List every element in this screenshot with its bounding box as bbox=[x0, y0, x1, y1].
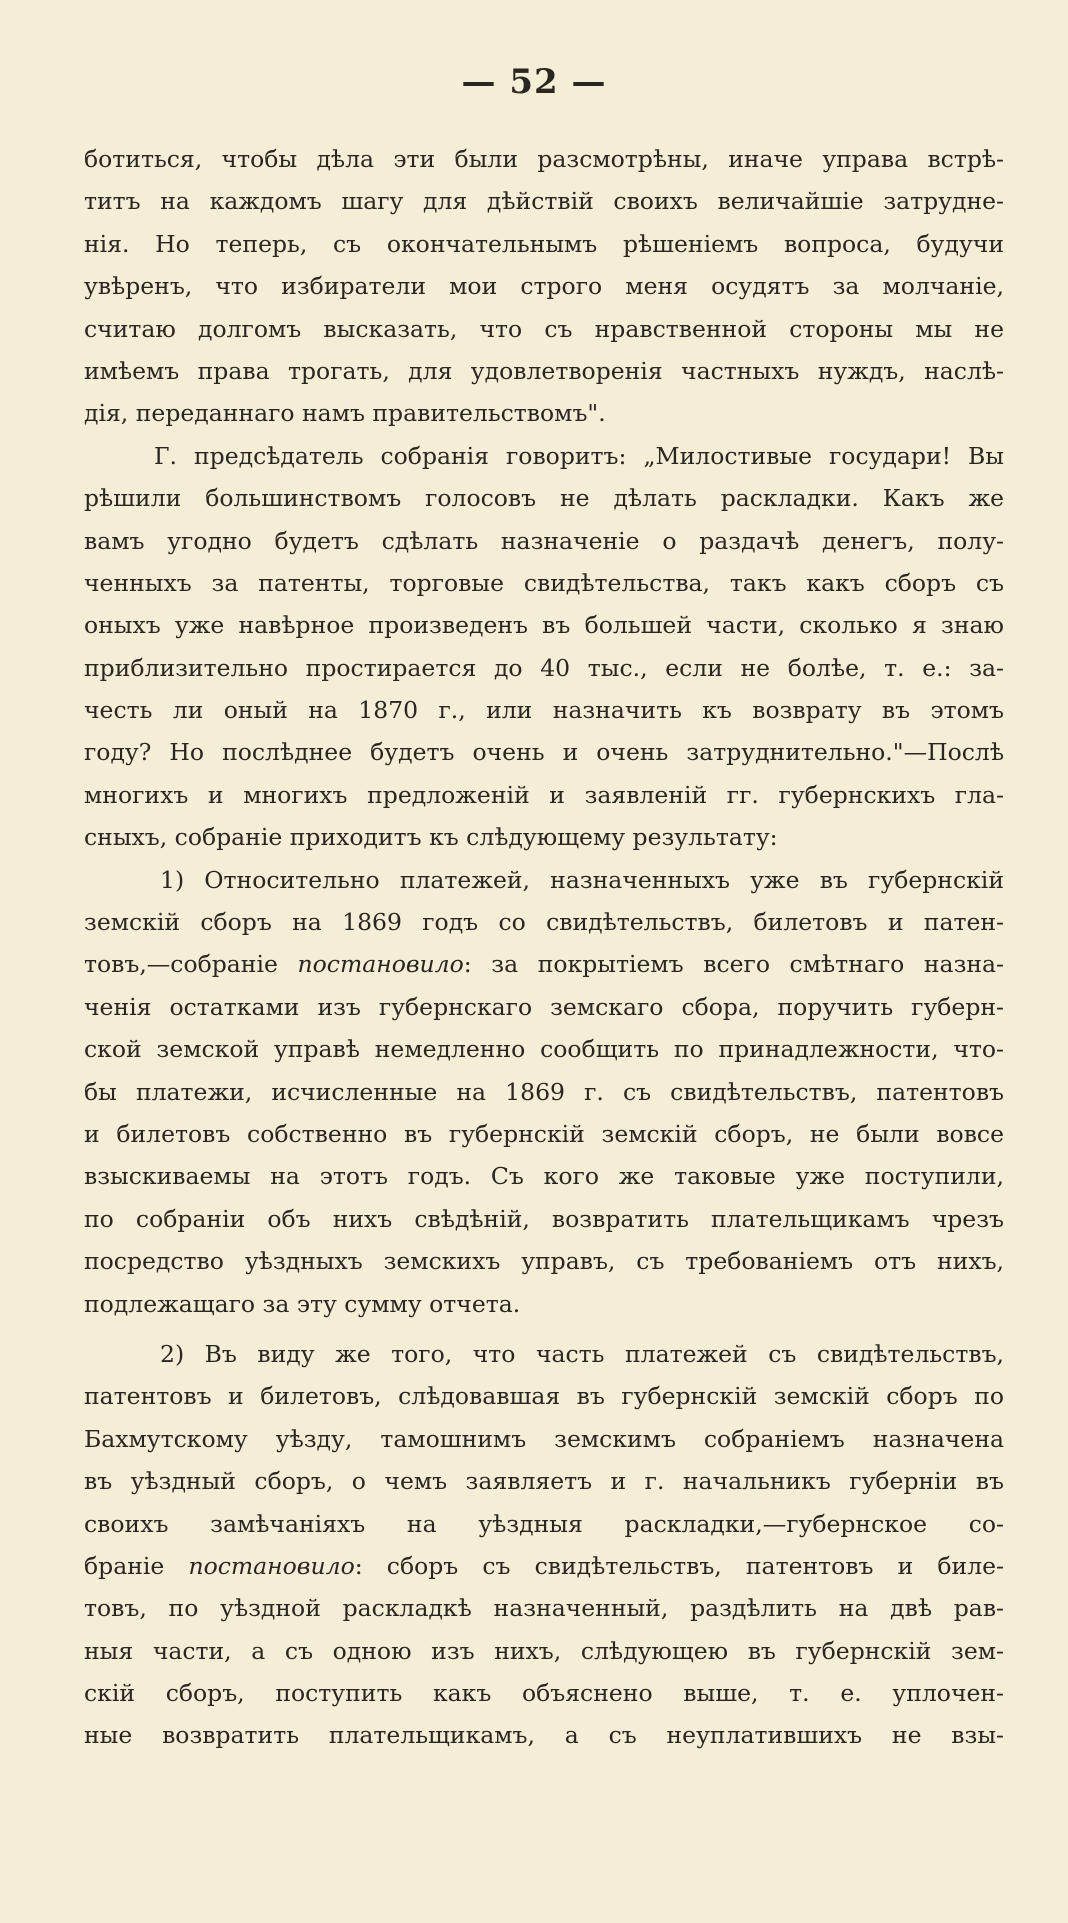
text-line: ныя части, а съ одною изъ нихъ, слѣдующею въ губернскій зем- bbox=[84, 1636, 1004, 1665]
text-fragment: : сборъ съ свидѣтельствъ, патентовъ и биле- bbox=[354, 1551, 1004, 1580]
text-line-with-italic bbox=[84, 943, 1004, 985]
text-line: ботиться, чтобы дѣла эти были разсмотрѣны, иначе управа встрѣ- bbox=[84, 145, 1004, 173]
paragraph-resolution-2 bbox=[84, 1333, 1004, 1757]
text-line: честь ли оный на 1870 г., или назначить къ возврату въ этомъ bbox=[84, 696, 1004, 725]
text-line: 2) Въ виду же того, что часть платежей съ свидѣтельствъ, bbox=[160, 1339, 1004, 1368]
italic-term: постановило bbox=[188, 1551, 355, 1580]
text-line: ченія остатками изъ губернскаго земскаго сбора, поручить губерн- bbox=[84, 992, 1004, 1021]
text-fragment: браніе bbox=[84, 1551, 189, 1580]
text-line: бы платежи, исчисленные на 1869 г. съ свидѣтельствъ, патентовъ bbox=[84, 1077, 1004, 1106]
text-line: сныхъ, собраніе приходитъ къ слѣдующему результату: bbox=[84, 823, 778, 852]
paragraph-resolution-1 bbox=[84, 859, 1004, 1325]
text-line: по собраніи объ нихъ свѣдѣній, возвратить плательщикамъ чрезъ bbox=[84, 1204, 1004, 1233]
text-line: патентовъ и билетовъ, слѣдовавшая въ губернскій земскій сборъ по bbox=[84, 1382, 1004, 1411]
text-line: считаю долгомъ высказать, что съ нравственной стороны мы не bbox=[84, 314, 1004, 343]
text-line: скій сборъ, поступить какъ объяснено выше, т. е. уплочен- bbox=[84, 1679, 1004, 1708]
text-line: и билетовъ собственно въ губернскій земскій сборъ, не были вовсе bbox=[84, 1119, 1004, 1148]
text-fragment: товъ,—собраніе bbox=[84, 950, 298, 979]
text-line: своихъ замѣчаніяхъ на уѣздныя раскладки,—губернское со- bbox=[84, 1509, 1004, 1538]
text-fragment: : за покрытіемъ всего смѣтнаго назна- bbox=[463, 950, 1005, 979]
page-number: — 52 — bbox=[461, 62, 607, 102]
text-line: Г. предсѣдатель собранія говоритъ: „Милостивые государи! Вы bbox=[154, 441, 1004, 470]
text-line: Бахмутскому уѣзду, тамошнимъ земскимъ собраніемъ назначена bbox=[84, 1424, 1004, 1453]
text-line: въ уѣздный сборъ, о чемъ заявляетъ и г. начальникъ губерніи въ bbox=[84, 1467, 1004, 1496]
paragraph-chairman-speech bbox=[84, 435, 1004, 859]
text-line: имѣемъ права трогать, для удовлетворенія частныхъ нуждъ, наслѣ- bbox=[84, 356, 1004, 385]
text-line: многихъ и многихъ предложеній и заявленій гг. губернскихъ гла- bbox=[84, 780, 1004, 809]
text-line: ченныхъ за патенты, торговые свидѣтельства, такъ какъ сборъ съ bbox=[84, 568, 1004, 597]
text-line: дія, переданнаго намъ правительствомъ". bbox=[84, 399, 606, 428]
text-line: взыскиваемы на этотъ годъ. Съ кого же таковые уже поступили, bbox=[84, 1162, 1004, 1191]
text-line: посредство уѣздныхъ земскихъ управъ, съ требованіемъ отъ нихъ, bbox=[84, 1247, 1004, 1276]
text-line: оныхъ уже навѣрное произведенъ въ большей части, сколько я знаю bbox=[84, 611, 1004, 640]
paragraph-gap bbox=[84, 1325, 1004, 1333]
text-line: рѣшили большинствомъ голосовъ не дѣлать раскладки. Какъ же bbox=[84, 484, 1004, 513]
text-line: 1) Относительно платежей, назначенныхъ уже въ губернскій bbox=[160, 865, 1004, 894]
text-line-with-italic bbox=[84, 1545, 1004, 1587]
text-line: земскій сборъ на 1869 годъ со свидѣтельствъ, билетовъ и патен- bbox=[84, 908, 1004, 937]
text-line: подлежащаго за эту сумму отчета. bbox=[84, 1289, 521, 1318]
paragraph-continuation bbox=[84, 138, 1004, 435]
text-line: вамъ угодно будетъ сдѣлать назначеніе о раздачѣ денегъ, полу- bbox=[84, 526, 1004, 555]
italic-term: постановило bbox=[297, 950, 464, 979]
text-line: товъ, по уѣздной раскладкѣ назначенный, раздѣлить на двѣ рав- bbox=[84, 1594, 1004, 1623]
text-line: титъ на каждомъ шагу для дѣйствій своихъ величайшіе затрудне- bbox=[84, 187, 1004, 216]
body-text bbox=[84, 138, 1004, 1757]
text-line: нія. Но теперь, съ окончательнымъ рѣшеніемъ вопроса, будучи bbox=[84, 229, 1004, 258]
text-line: году? Но послѣднее будетъ очень и очень затруднительно."—Послѣ bbox=[84, 738, 1004, 767]
text-line: увѣренъ, что избиратели мои строго меня осудятъ за молчаніе, bbox=[84, 272, 1004, 301]
text-line: приблизительно простирается до 40 тыс., если не болѣе, т. е.: за- bbox=[84, 653, 1004, 682]
text-line: ные возвратить плательщикамъ, а съ неуплатившихъ не взы- bbox=[84, 1721, 1004, 1750]
text-line: ской земской управѣ немедленно сообщить по принадлежности, что- bbox=[84, 1035, 1004, 1064]
